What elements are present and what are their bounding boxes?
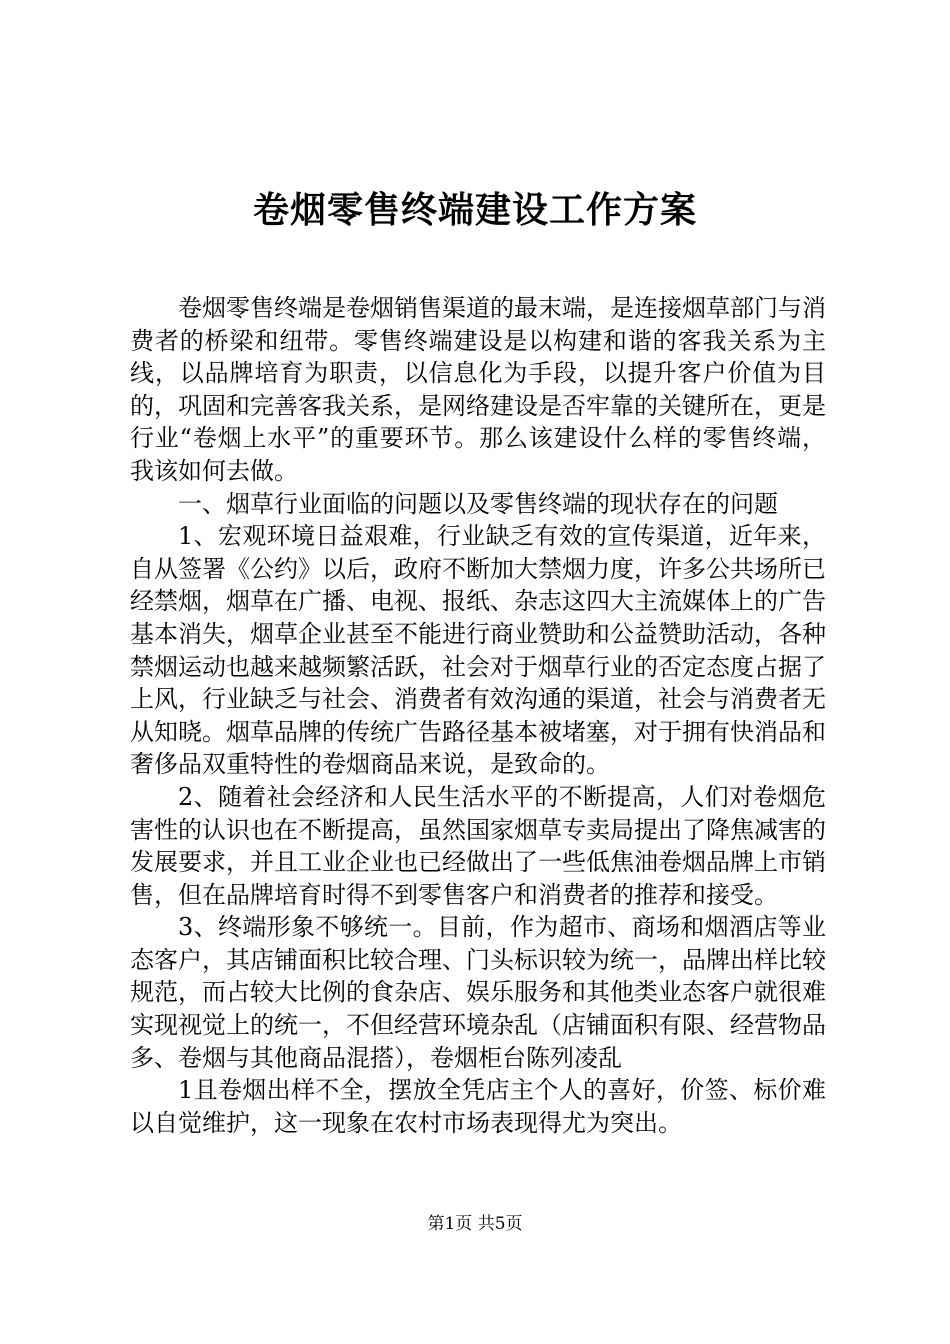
paragraph-section-heading: 一、烟草行业面临的问题以及零售终端的现状存在的问题	[178, 489, 778, 518]
document-body	[130, 292, 826, 1139]
document-title: 卷烟零售终端建设工作方案	[252, 189, 697, 231]
paragraph-point-3: 3、终端形象不够统一。目前，作为超市、商场和烟酒店等业态客户，其店铺面积比较合理、门头标识较为统一，品牌出样比较规范，而占较大比例的食杂店、娱乐服务和其他类业态客户就很难实现视觉上的统一，不但经营环境杂乱（店铺面积有限、经营物品多、卷烟与其他商品混搭），卷烟柜台陈列凌乱	[130, 913, 826, 1072]
paragraph-point-2: 2、随着社会经济和人民生活水平的不断提高，人们对卷烟危害性的认识也在不断提高，虽然国家烟草专卖局提出了降焦减害的发展要求，并且工业企业也已经做出了一些低焦油卷烟品牌上市销售，但在品牌培育时得不到零售客户和消费者的推荐和接受。	[130, 782, 826, 909]
paragraph-intro: 卷烟零售终端是卷烟销售渠道的最末端，是连接烟草部门与消费者的桥梁和纽带。零售终端建设是以构建和谐的客我关系为主线，以品牌培育为职责，以信息化为手段，以提升客户价值为目的，巩固和完善客我关系，是网络建设是否牢靠的关键所在，更是行业“卷烟上水平”的重要环节。那么该建设什么样的零售终端，我该如何去做。	[130, 294, 826, 485]
page-number: 第1页 共5页	[427, 1214, 523, 1234]
paragraph-point-1: 1、宏观环境日益艰难，行业缺乏有效的宣传渠道，近年来，自从签署《公约》以后，政府不断加大禁烟力度，许多公共场所已经禁烟，烟草在广播、电视、报纸、杂志这四大主流媒体上的广告基本消失，烟草企业甚至不能进行商业赞助和公益赞助活动，各种禁烟运动也越来越频繁活跃，社会对于烟草行业的否定态度占据了上风，行业缺乏与社会、消费者有效沟通的渠道，社会与消费者无从知晓。烟草品牌的传统广告路径基本被堵塞，对于拥有快消品和奢侈品双重特性的卷烟商品来说，是致命的。	[130, 522, 826, 779]
paragraph-point-3-cont: 1且卷烟出样不全，摆放全凭店主个人的喜好，价签、标价难以自觉维护，这一现象在农村市场表现得尤为突出。	[130, 1076, 826, 1137]
